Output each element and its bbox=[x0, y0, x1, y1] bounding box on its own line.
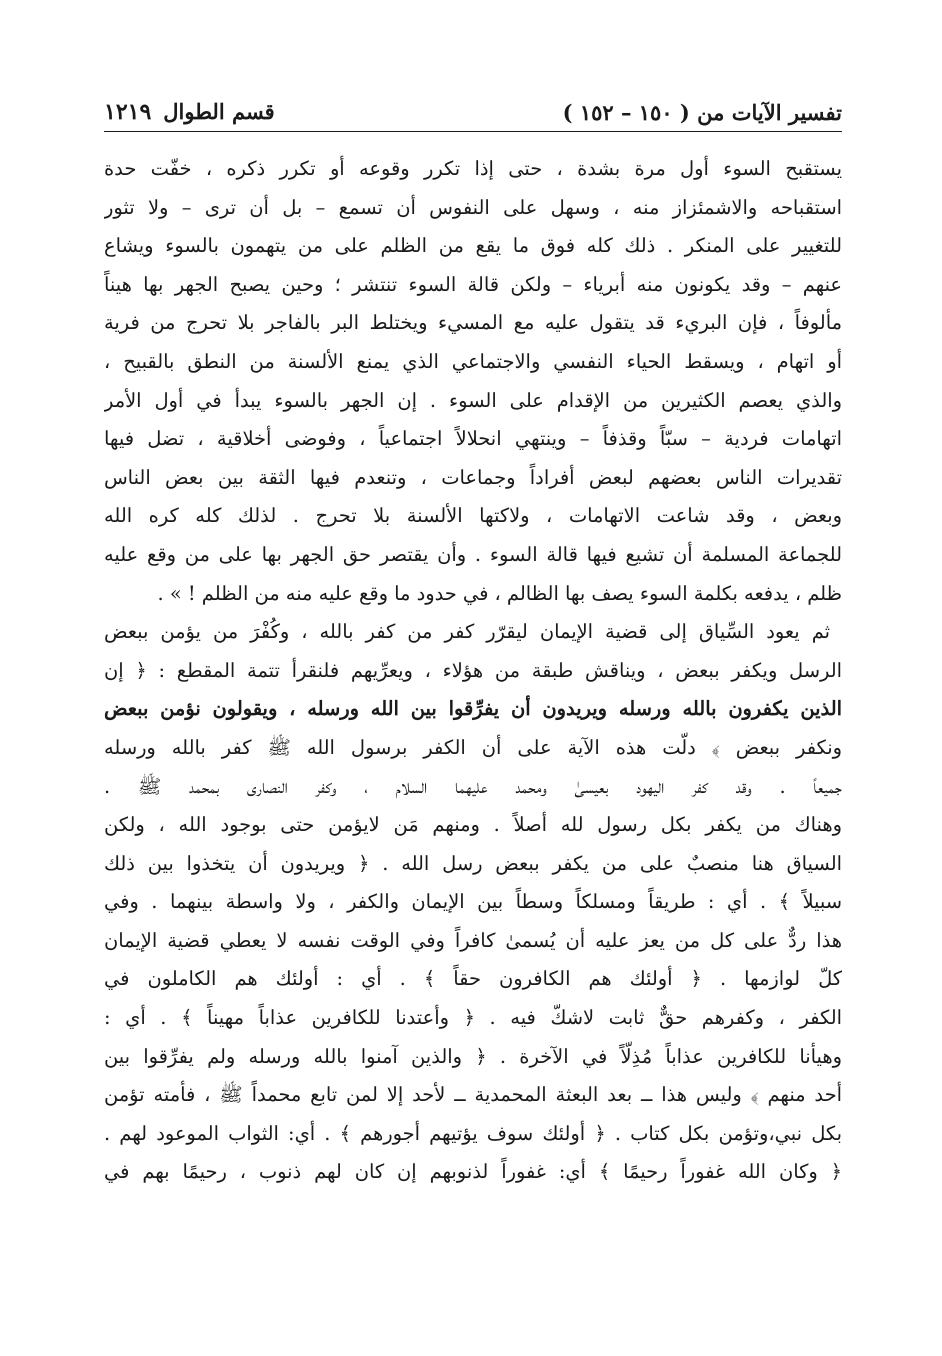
running-title: تفسير الآيات من ( ١٥٠ – ١٥٢ ) bbox=[562, 100, 842, 125]
text-line: كلّ لوازمها . ﴿ أولئك هم الكافرون حقاً ﴾ . أي : أولئك هم الكاملون في bbox=[104, 967, 842, 991]
text-line: أو اتهام ، ويسقط الحياء النفسي والاجتماعي الذي يمنع الألسنة من النطق بالقبيح ، bbox=[104, 349, 842, 373]
section-label-group bbox=[104, 99, 275, 125]
text-line: وهناك من يكفر بكل رسول لله أصلاً . ومنهم مَن لايؤمن حتى بوجود الله ، ولكن bbox=[104, 813, 842, 837]
text-line: استقباحه والاشمئزاز منه ، وسهل على النفوس أن تسمع – بل أن ترى – ولا تثور bbox=[104, 195, 842, 219]
text-line: ظلم ، يدفعه بكلمة السوء يصف بها الظالم ، في حدود ما وقع عليه منه من الظلم ! » . bbox=[157, 581, 842, 605]
text-line: ثم يعود السِّياق إلى قضية الإيمان ليقرّر كفر من كفر بالله ، وكُفْرَ من يؤمن ببعض bbox=[104, 620, 830, 644]
text-line: اتهامات فردية – سبّاً وقذفاً – وينتهي انحلالاً اجتماعياً ، وفوضى أخلاقية ، تضل فيها bbox=[104, 427, 842, 451]
text-line: سبيلاً ﴾ . أي : طريقاً ومسلكاً وسطاً بين الإيمان والكفر ، ولا واسطة بينهما . وفي bbox=[104, 890, 842, 914]
text-line: ﴿ وكان الله غفوراً رحيمًا ﴾ أي: غفوراً لذنوبهم إن كان لهم ذنوب ، رحيمًا بهم في bbox=[104, 1160, 842, 1184]
text-line: أحد منهم ﴾ وليس هذا ــ بعد البعثة المحمدية ــ لأحد إلا لمن تابع محمداً ﷺ ، فأمته تؤمن bbox=[104, 1083, 842, 1107]
text-line: والذي يعصم الكثيرين من الإقدام على السوء . إن الجهر بالسوء يبدأ في أول الأمر bbox=[104, 388, 842, 412]
text-line: عنهم – وقد يكونون منه أبرياء – ولكن قالة السوء تنتشر ؛ وحين يصبح الجهر بها هيناً bbox=[104, 272, 842, 296]
text-line: مألوفاً ، فإن البريء قد يتقول عليه مع المسيء ويختلط البر بالفاجر بلا تحرج من فرية bbox=[104, 311, 842, 335]
text-line: جميعاً . وقد كفر اليهود بعيسىٰ ومحمد عليهما السلام ، وكفر النصارى بمحمد ﷺ . bbox=[104, 774, 842, 798]
page-body bbox=[104, 150, 842, 1192]
page-number: ١٢١٩ bbox=[104, 99, 152, 125]
text-line: تقديرات الناس بعضهم لبعض أفراداً وجماعات ، وتنعدم فيها الثقة بين بعض الناس bbox=[104, 465, 842, 489]
text-line: الكفر ، وكفرهم حقٌّ ثابت لاشكّ فيه . ﴿ وأعتدنا للكافرين عذاباً مهيناً ﴾ . أي : bbox=[104, 1006, 842, 1030]
text-line: للتغيير على المنكر . ذلك كله فوق ما يقع من الظلم على من يتهمون بالسوء ويشاع bbox=[104, 234, 842, 258]
text-line: يستقبح السوء أول مرة بشدة ، حتى إذا تكرر وقوعه أو تكرر ذكره ، خفّت حدة bbox=[104, 157, 842, 180]
text-line: ونكفر ببعض ﴾ دلّت هذه الآية على أن الكفر برسول الله ﷺ كفر بالله ورسله bbox=[104, 735, 842, 759]
text-line: وهيأنا للكافرين عذاباً مُذِلّاً في الآخرة . ﴿ والذين آمنوا بالله ورسله ولم يفرِّقوا بين bbox=[104, 1044, 842, 1068]
text-line: الرسل ويكفر ببعض ، ويناقش طبقة من هؤلاء ، ويعرِّيهم فلنقرأ تتمة المقطع : ﴿ إن bbox=[104, 658, 842, 682]
quran-text-line: الذين يكفرون بالله ورسله ويريدون أن يفرِّقوا بين الله ورسله ، ويقولون نؤمن ببعض bbox=[104, 697, 842, 721]
text-line: هذا ردٌّ على كل من يعز عليه أن يُسمىٰ كافراً وفي الوقت نفسه لا يعطي قضية الإيمان bbox=[104, 928, 842, 952]
text-line: وبعض ، وقد شاعت الاتهامات ، ولاكتها الألسنة بلا تحرج . لذلك كله كره الله bbox=[104, 504, 842, 528]
text-line: للجماعة المسلمة أن تشيع فيها قالة السوء . وأن يقتصر حق الجهر بها على من وقع عليه bbox=[104, 542, 842, 566]
page-header bbox=[104, 92, 842, 132]
text-line: السياق هنا منصبٌ على من يكفر ببعض رسل الله . ﴿ ويريدون أن يتخذوا بين ذلك bbox=[104, 851, 842, 875]
text-line: بكل نبي،وتؤمن بكل كتاب . ﴿ أولئك سوف يؤتيهم أجورهم ﴾ . أي: الثواب الموعود لهم . bbox=[104, 1121, 842, 1145]
section-name: قسم الطوال bbox=[163, 99, 275, 124]
